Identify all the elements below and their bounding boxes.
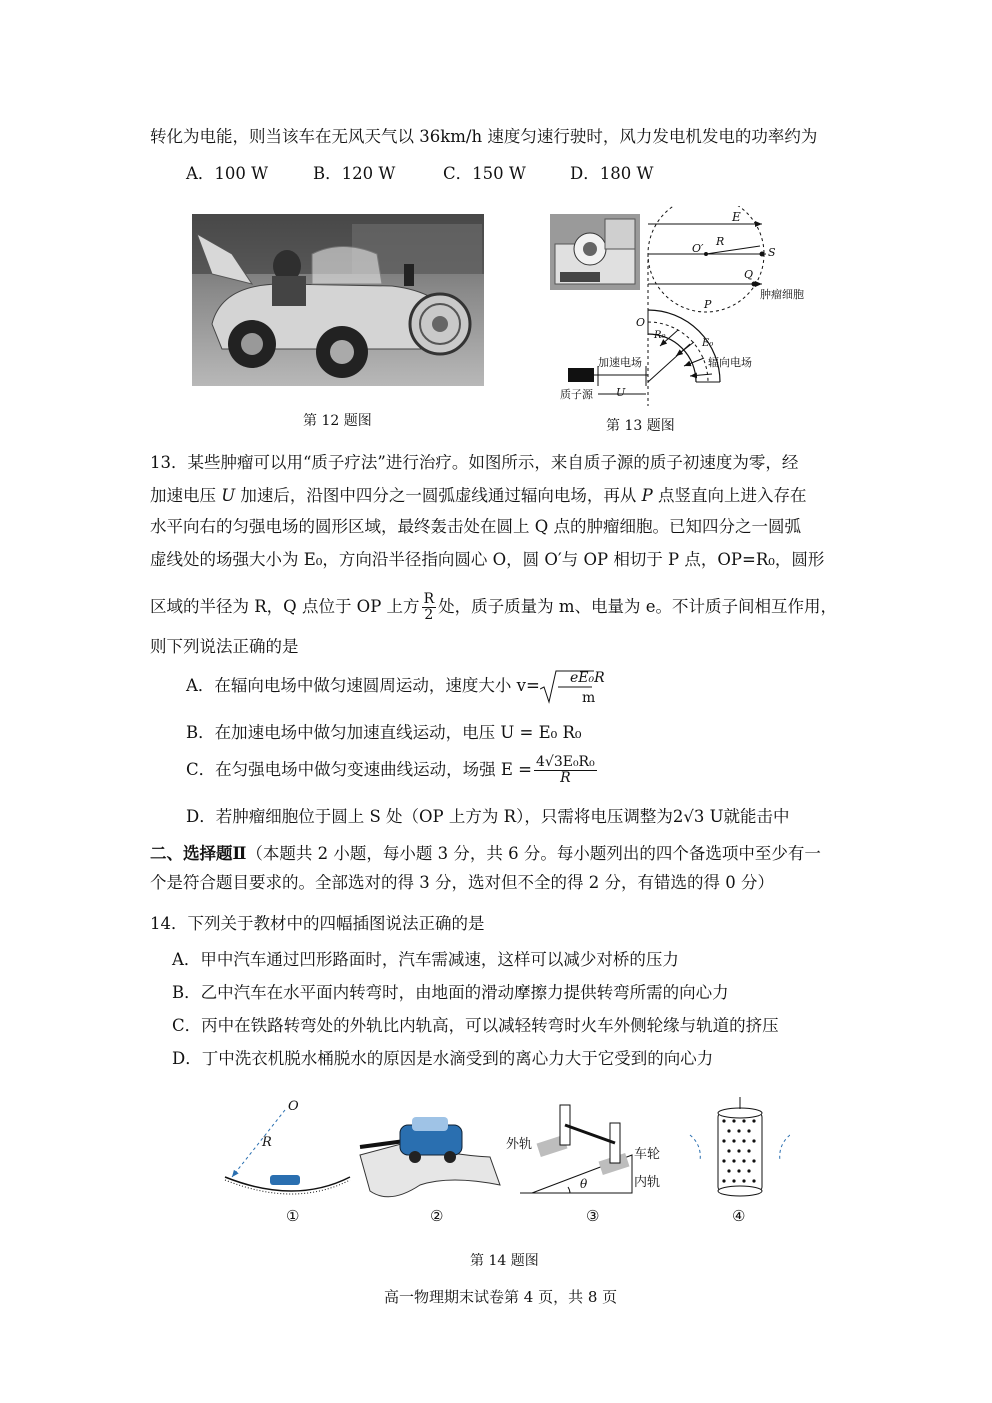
fraction-R-over-2: $\frac{R}{2}$ [423, 591, 435, 623]
q13-line-6: 则下列说法正确的是 [150, 637, 299, 656]
label-Q: Q [744, 268, 754, 281]
q13-line-1: 13．某些肿瘤可以用“质子疗法”进行治疗。如图所示，来自质子源的质子初速度为零，经 [150, 453, 799, 472]
label-radial-field: 辐向电场 [708, 356, 752, 369]
q12-figure-caption: 第 12 题图 [303, 413, 372, 429]
label-wheel: 车轮 [634, 1147, 661, 1162]
q13-line-5: 区域的半径为 R，Q 点位于 OP 上方 $\frac{R}{2}$ 处，质子质量为 m、电量为 e。不计质子间相互作用， [150, 591, 838, 623]
q14-option-a: A．甲中汽车通过凹形路面时，汽车需减速，这样可以减少对桥的压力 [172, 950, 679, 969]
q13-figure [548, 206, 828, 406]
q13-line-2: 加速电压 U 加速后，沿图中四分之一圆弧虚线通过辐向电场，再从 P 点竖直向上进入存在 [150, 486, 807, 505]
q14-figures [220, 1095, 790, 1235]
q13-option-a: A．在辐向电场中做匀速圆周运动，速度大小 v= [186, 668, 594, 705]
q14-figure-caption: 第 14 题图 [470, 1253, 539, 1269]
q13-figure-caption: 第 13 题图 [606, 418, 675, 434]
label-O: O [636, 316, 646, 329]
q14-option-c: C．丙中在铁路转弯处的外轨比内轨高，可以减轻转弯时火车外侧轮缘与轨道的挤压 [172, 1016, 779, 1035]
label-O-prime: O′ [692, 242, 704, 255]
label-tumor-cell: 肿瘤细胞 [760, 288, 804, 301]
car-photo-image [192, 214, 484, 386]
fig-number-2: ② [430, 1207, 444, 1225]
label-E0: E₀ [702, 338, 714, 349]
q13-line-3: 水平向右的匀强电场的圆形区域，最终轰击处在圆上 Q 点的肿瘤细胞。已知四分之一圆弧 [150, 517, 802, 536]
dryer-holes [718, 1115, 762, 1189]
label-R0: R₀ [654, 330, 666, 341]
q12-option-b: B．120 W [313, 164, 396, 183]
q14-diagram [220, 1095, 790, 1235]
section2-line-2: 个是符合题目要求的。全部选对的得 3 分，选对但不全的得 2 分，有错选的得 0 分） [150, 873, 774, 892]
q12-option-a: A．100 W [186, 164, 269, 183]
q12-option-d: D．180 W [570, 164, 654, 183]
label-fig1-R: R [262, 1135, 272, 1150]
label-theta: θ [580, 1177, 588, 1191]
q13-line-4: 虚线处的场强大小为 E₀，方向沿半径指向圆心 O，圆 O′与 OP 相切于 P 点，OP=R₀，圆形 [150, 550, 825, 569]
q13-option-c: C．在匀强电场中做匀变速曲线运动，场强 E = $\frac{\text{4√3E₀R₀}}{R}$ [186, 754, 595, 786]
label-outer-rail: 外轨 [506, 1137, 533, 1152]
label-E: E [732, 210, 741, 224]
page-footer: 高一物理期末试卷第 4 页，共 8 页 [384, 1288, 618, 1306]
q13-diagram [548, 206, 828, 406]
q13-option-a-sqrt-den: m [582, 690, 596, 706]
label-S: S [768, 246, 776, 259]
fig-number-1: ① [286, 1207, 300, 1225]
q13-option-a-sqrt-num: eE₀R [570, 670, 605, 686]
q12-stem-tail: 转化为电能，则当该车在无风天气以 36km/h 速度匀速行驶时，风力发电机发电的功率约为 [150, 127, 818, 146]
fraction-field-strength: $\frac{\text{4√3E₀R₀}}{R}$ [535, 754, 595, 786]
q12-option-c: C．150 W [443, 164, 526, 183]
section2-line-1: 二、选择题Ⅱ（本题共 2 小题，每小题 3 分，共 6 分。每小题列出的四个备选项中至少有一 [150, 844, 821, 863]
q14-option-d: D．丁中洗衣机脱水桶脱水的原因是水滴受到的离心力大于它受到的向心力 [172, 1049, 714, 1068]
fig-number-4: ④ [732, 1207, 746, 1225]
label-accel-field: 加速电场 [598, 356, 642, 369]
q13-option-d: D．若肿瘤细胞位于圆上 S 处（OP 上方为 R），只需将电压调整为2√3 U就能击中 [186, 807, 790, 826]
q14-option-b: B．乙中汽车在水平面内转弯时，由地面的滑动摩擦力提供转弯所需的向心力 [172, 983, 729, 1002]
q12-car-photo [192, 214, 484, 386]
label-P: P [704, 298, 712, 311]
label-proton-source: 质子源 [560, 388, 593, 401]
label-R: R [716, 235, 725, 248]
q14-stem: 14．下列关于教材中的四幅插图说法正确的是 [150, 914, 485, 933]
fig-number-3: ③ [586, 1207, 600, 1225]
label-fig1-O: O [288, 1099, 299, 1114]
label-U: U [616, 386, 626, 399]
q13-option-b: B．在加速电场中做匀加速直线运动，电压 U = E₀ R₀ [186, 723, 582, 742]
label-inner-rail: 内轨 [634, 1175, 661, 1190]
